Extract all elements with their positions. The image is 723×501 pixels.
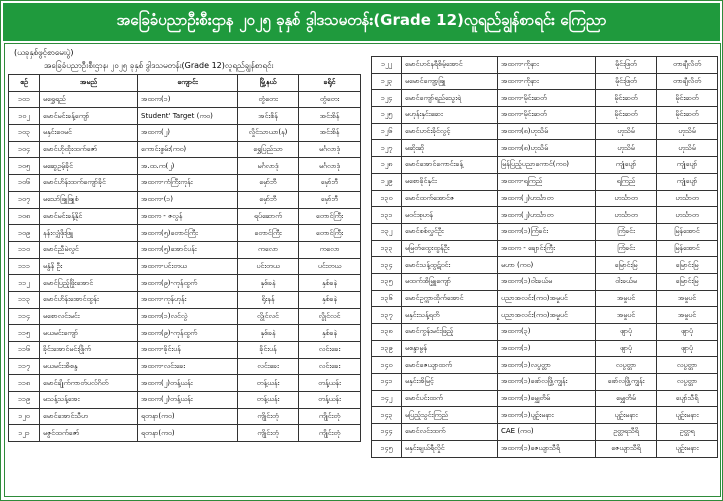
district-cell: ဟင်္သာတ (657, 190, 718, 207)
township-cell: မိုင်းဆတ် (596, 107, 657, 124)
table-row (372, 157, 718, 174)
student-name-cell: မစောခိုင်နှင်း (402, 173, 498, 190)
township-cell: တန့်ယန်း (238, 375, 299, 392)
column-header-no: စဉ် (9, 75, 40, 92)
district-cell: ဟုသိမ် (657, 123, 718, 140)
student-name-cell: မထက်အိမြှူကျော် (402, 273, 498, 290)
district-cell: ပင်းတယ (299, 258, 361, 275)
township-cell: ကြံခင်း (596, 223, 657, 240)
township-cell: ပျဉ်းမနား (596, 407, 657, 424)
content-border (4, 43, 721, 497)
school-cell: Student' Target (ကဝ) (138, 108, 238, 125)
district-cell: အင်းစိန် (299, 108, 361, 125)
student-name-cell: မသန့်သန့်အေး (40, 392, 138, 409)
township-cell: ဇေယျာသီရိ (596, 440, 657, 457)
district-cell: ကျုံပျော် (657, 173, 718, 190)
township-cell: ရကြည် (596, 173, 657, 190)
table-row (9, 408, 361, 425)
row-number-cell: ၁၃၉ (372, 340, 402, 357)
table-row (372, 357, 718, 374)
student-name-cell: ခိုင်းအောင်မင်းဖြိုက် (40, 342, 138, 359)
column-header-name: အမည် (40, 75, 138, 92)
school-cell: အထက(၁)ဖော်လဖြို့ကျွန်း (498, 374, 596, 391)
student-name-cell: မဆွေဥမ့်ခိုင် (40, 158, 138, 175)
student-name-cell: မနှင်းသန့်ရတိ (402, 307, 498, 324)
school-cell: အထက(၃) (498, 324, 596, 341)
school-cell: မြန်ပြည့်ပညာကောင်(ကဝ) (498, 157, 596, 174)
table-row (9, 275, 361, 292)
table-row (372, 123, 718, 140)
township-cell: ကျိုင်းတုံ (238, 425, 299, 442)
row-number-cell: ၁၄၁ (372, 374, 402, 391)
school-cell: အထက(၁)မျွှေတိမ် (498, 390, 596, 407)
school-cell: ရတနာ(ကဝ) (138, 425, 238, 442)
school-cell: အထက(၁) (138, 91, 238, 108)
row-number-cell: ၁၂၉ (372, 173, 402, 190)
school-cell: အထက(၁) (498, 340, 596, 357)
row-number-cell: ၁၃၇ (372, 307, 402, 324)
township-cell: လွိုင်လင် (238, 308, 299, 325)
table-row (9, 342, 361, 359)
student-name-cell: မောင်လင်းထက် (402, 424, 498, 441)
district-cell: ကျုံပျော် (657, 157, 718, 174)
row-number-cell: ၁၃၈ (372, 324, 402, 341)
row-number-cell: ၁၀၄ (9, 141, 40, 158)
township-cell: တောင်ကြီး (238, 225, 299, 242)
student-name-cell: မောင်ဇေယျာထက် (402, 357, 498, 374)
district-cell: မှော်ဘီ (299, 175, 361, 192)
row-number-cell: ၁၂၃ (372, 73, 402, 90)
row-number-cell: ၁၁၁ (9, 258, 40, 275)
student-name-cell: မောင်ကျော်ရည်သွေးရဲ (402, 90, 498, 107)
row-number-cell: ၁၄၀ (372, 357, 402, 374)
table-row (372, 290, 718, 307)
student-name-cell: မနွံနိ ဦး (40, 258, 138, 275)
school-cell: အထက(၅)တောင်ကြီး (138, 225, 238, 242)
township-cell: ဖျာပုံ (596, 324, 657, 341)
district-cell: မင်္ဂလာဒုံ (299, 158, 361, 175)
township-cell: ခိုင်းပန် (238, 342, 299, 359)
student-name-cell: မောင်ဟိန်းအောင်ထွန်း (40, 291, 138, 308)
table-header-row (9, 75, 361, 92)
student-name-cell: မပြည့်သွင်းကြည် (402, 407, 498, 424)
student-name-cell: မယမင်းအိစန္ဒ (40, 358, 138, 375)
student-name-cell: မောင်မင်းခန့်ကျော် (40, 108, 138, 125)
school-cell: အထက-လင်းခေး (138, 358, 238, 375)
table-row (372, 140, 718, 157)
table-row (9, 358, 361, 375)
district-cell: ဖျာပုံ (657, 324, 718, 341)
student-name-cell: မောင်ဟင်းခိုင်လွင့် (402, 123, 498, 140)
student-name-cell: မရွှေရည် (40, 91, 138, 108)
student-name-cell: မောင်ဟိုထိုးထက်ဇော် (40, 141, 138, 158)
school-cell: ပညာအလင်း(ကဝ)အမှုပင် (498, 290, 596, 307)
table-row (9, 125, 361, 142)
school-cell: အ.ထ.က(၂) (138, 158, 238, 175)
school-cell: အထက(၁)ဇေယျာသီရိ (498, 440, 596, 457)
school-cell: အထက(၁)လင်လွဲ (138, 308, 238, 325)
school-cell: အထက-မိုင်းဆတ် (498, 107, 596, 124)
township-cell: နှစ်ခနဲ (238, 275, 299, 292)
township-cell: အမှုပင် (596, 290, 657, 307)
list-subtitle: အခြေခံပညာဦးစီးဌာန၊ ၂၀၂၅ ခုနှစ် ဒွါဒသမတန်း(Grade 12)လူရည်ချွန်စာရင်း (44, 61, 274, 70)
row-number-cell: ၁၂၀ (9, 408, 40, 425)
township-cell: နှစ်ခနဲ (238, 325, 299, 342)
table-row (9, 108, 361, 125)
table-row (9, 375, 361, 392)
district-cell: တောင်ကြီး (299, 225, 361, 242)
row-number-cell: ၁၁၅ (9, 325, 40, 342)
township-cell: လပွတ္တာ (596, 357, 657, 374)
school-cell: အထက(၈)ဟုသိမ် (498, 140, 596, 157)
row-number-cell: ၁၂၂ (372, 57, 402, 74)
school-cell: အထက-ရကြည် (498, 173, 596, 190)
table-row (9, 191, 361, 208)
township-cell: မိုင်းဖြတ် (596, 57, 657, 74)
row-number-cell: ၁၃၂ (372, 223, 402, 240)
table-row (372, 407, 718, 424)
row-number-cell: ၁၁၉ (9, 392, 40, 409)
student-name-cell: နန်းလျှံဖိုးဖြူ (40, 225, 138, 242)
table-row (9, 225, 361, 242)
school-cell: အထက(၅)အောင်ပန်း (138, 241, 238, 258)
school-cell: အထက-(၁) (138, 191, 238, 208)
right-results-table (371, 56, 718, 458)
table-row (372, 57, 718, 74)
student-name-cell: မောင်ပင်းထက် (402, 390, 498, 407)
school-cell: ကောင်းစွမ်း(ကဝ) (138, 141, 238, 158)
township-cell: မိုင်းဖြတ် (596, 73, 657, 90)
district-cell: နှစ်ခနဲ (299, 291, 361, 308)
district-cell: တာချီလိတ် (657, 73, 718, 90)
table-row (372, 324, 718, 341)
district-cell: လင်းခေး (299, 358, 361, 375)
school-cell: အထက - ချောင်းကြီး (498, 240, 596, 257)
township-cell: ဟင်္သာတ (596, 190, 657, 207)
table-row (372, 273, 718, 290)
table-row (9, 175, 361, 192)
page-title: အခြေခံပညာဦးစီးဌာန ၂၀၂၅ ခုနှစ် ဒွါဒသမတန်း(Grade 12)လူရည်ချွန်စာရင်း ကြေညာ (3, 3, 720, 41)
district-cell: မြောင်းမြ (657, 273, 718, 290)
school-cell: အထက-ခိုင်းပန် (138, 342, 238, 359)
row-number-cell: ၁၂၁ (9, 425, 40, 442)
student-name-cell: မောင်ညီမဲလွင် (40, 241, 138, 258)
table-row (372, 257, 718, 274)
student-name-cell: မောင်အောင်ကောင်းခန့် (402, 157, 498, 174)
township-cell: ရွှေပြည်သာ (238, 141, 299, 158)
row-number-cell: ၁၀၅ (9, 158, 40, 175)
township-cell: ရိုးနန် (238, 291, 299, 308)
table-row (372, 73, 718, 90)
student-name-cell: မနှင်းချယ်ရီလှိုင် (402, 440, 498, 457)
district-cell: တွံတေး (299, 91, 361, 108)
township-cell: ကြံခင်း (596, 240, 657, 257)
student-name-cell: မောင်ထက်အောင်ဇ (402, 190, 498, 207)
student-name-cell: မယမင်းကျော် (40, 325, 138, 342)
district-cell: ဟုသိမ် (657, 140, 718, 157)
district-cell: တောင်ကြီး (299, 208, 361, 225)
table-row (372, 173, 718, 190)
district-cell: ကျိုင်းတုံ (299, 408, 361, 425)
district-cell: လပွတ္တာ (657, 357, 718, 374)
row-number-cell: ၁၂၄ (372, 90, 402, 107)
district-cell: မြန်အောင် (657, 223, 718, 240)
student-name-cell: မောင်ချိုက်ကာတ်ပလ်ဂိတ် (40, 375, 138, 392)
district-cell: မှော်ဘီ (299, 191, 361, 208)
student-name-cell: မသော်ဖြူဖြူစံ (40, 191, 138, 208)
table-row (9, 208, 361, 225)
row-number-cell: ၁၂၅ (372, 107, 402, 124)
township-cell: ကျုံပျော် (596, 157, 657, 174)
township-cell: မြောင်းမြ (596, 257, 657, 274)
school-cell: ရတနာ(ကဝ) (138, 408, 238, 425)
township-cell: အမှုပင် (596, 307, 657, 324)
row-number-cell: ၁၀၁ (9, 91, 40, 108)
township-cell: အင်းစိန် (238, 108, 299, 125)
district-cell: ပျဉ်းမနား (657, 440, 718, 457)
district-cell: မိုင်းဆတ် (657, 107, 718, 124)
township-cell: မျွှေတိမ် (596, 390, 657, 407)
table-row (372, 390, 718, 407)
school-cell: အထက(၉)-ကုန်ထွက် (138, 275, 238, 292)
student-name-cell: မဆိုးဆို (402, 140, 498, 157)
district-cell: မြန်အောင် (657, 240, 718, 257)
column-header-school: ကျောင်း (138, 75, 238, 92)
student-name-cell: မောင်သန့်ထွဋ်ဝင်း (402, 257, 498, 274)
row-number-cell: ၁၄၅ (372, 440, 402, 457)
district-cell: လွိုင်လင် (299, 308, 361, 325)
township-cell: မှော်ဘီ (238, 175, 299, 192)
student-name-cell: မောင်အောင်သီဟ (40, 408, 138, 425)
row-number-cell: ၁၀၈ (9, 208, 40, 225)
district-cell: ဟင်္သာတ (657, 207, 718, 224)
row-number-cell: ၁၁၄ (9, 308, 40, 325)
table-row (9, 91, 361, 108)
row-number-cell: ၁၀၉ (9, 225, 40, 242)
table-row (9, 258, 361, 275)
student-name-cell: မောင်ကွန်းမင်းဖြည့် (402, 324, 498, 341)
student-name-cell: မောင်ဟိန်းထက်ကျော်ခိုင် (40, 175, 138, 192)
school-cell: အထက(၁)လပွတ္တာ (498, 357, 596, 374)
school-cell: အထက(၂)ဟင်္သာတ (498, 190, 596, 207)
student-name-cell: မောင်ပြည့်ဖြိုးအောင် (40, 275, 138, 292)
district-cell: ပျဉ်းမနား (657, 407, 718, 424)
township-cell: ဟင်္သာတ (596, 207, 657, 224)
table-row (372, 107, 718, 124)
table-row (9, 325, 361, 342)
table-row (372, 223, 718, 240)
student-name-cell: မောင်ဟင်နရီစိမ့်အောင် (402, 57, 498, 74)
row-number-cell: ၁၀၃ (9, 125, 40, 142)
township-cell: ပင်းတယ (238, 258, 299, 275)
table-row (372, 340, 718, 357)
row-number-cell: ၁၁၇ (9, 358, 40, 375)
district-cell: မိုင်းဆတ် (657, 90, 718, 107)
school-cell: အထက-ကံကြီးကုန်း (138, 175, 238, 192)
school-cell: အထက(၈)ဟုသိမ် (498, 123, 596, 140)
district-cell: မြောင်းမြ (657, 257, 718, 274)
left-results-table (8, 74, 361, 442)
student-name-cell: မနှင်းအိမြင့် (402, 374, 498, 391)
township-cell: တန့်ယန်း (238, 392, 299, 409)
school-cell: အထက-ပင်းတယ (138, 258, 238, 275)
table-row (372, 207, 718, 224)
township-cell: ဟုသိမ် (596, 140, 657, 157)
school-cell: အထက(၂)ဟင်္သာတ (498, 207, 596, 224)
school-cell: အထက-ကိုနား (498, 73, 596, 90)
township-cell: လှိုင်သာယာ(န) (238, 125, 299, 142)
student-name-cell: မောင်ဥက္ကာထိုက်အောင် (402, 290, 498, 307)
district-cell: အင်းစိန် (299, 125, 361, 142)
table-row (9, 425, 361, 442)
school-cell: အထက(၂)တန့်ယန်း (138, 392, 238, 409)
district-cell: အမှုပင် (657, 307, 718, 324)
district-cell: မင်္ဂလာဒုံ (299, 141, 361, 158)
row-number-cell: ၁၁၈ (9, 375, 40, 392)
table-row (372, 190, 718, 207)
township-cell: မှော်ဘီ (238, 191, 299, 208)
table-row (372, 424, 718, 441)
row-number-cell: ၁၁၂ (9, 275, 40, 292)
table-row (372, 307, 718, 324)
column-header-township: မြို့နယ် (238, 75, 299, 92)
district-cell: တန့်ယန်း (299, 392, 361, 409)
district-cell: ဥတ္တရ (657, 424, 718, 441)
table-row (9, 308, 361, 325)
student-name-cell: မစောလင်းမင်း (40, 308, 138, 325)
district-cell: အမှုပင် (657, 290, 718, 307)
school-cell: ပညာအလင်း(ကဝ)အမှုပင် (498, 307, 596, 324)
table-row (9, 241, 361, 258)
row-number-cell: ၁၃၃ (372, 240, 402, 257)
student-name-cell: မမောင်ကျော့ဖြူ (402, 73, 498, 90)
row-number-cell: ၁၃၀ (372, 190, 402, 207)
district-cell: တာချီလိတ် (657, 57, 718, 74)
student-name-cell: မမြတ်ထွေးထွန်ဦး (402, 240, 498, 257)
district-cell: လပွတ္တာ (657, 374, 718, 391)
column-header-district: ခရိုင် (299, 75, 361, 92)
student-name-cell: မဝင်းစုဟန် (402, 207, 498, 224)
table-row (372, 440, 718, 457)
table-row (9, 392, 361, 409)
row-number-cell: ၁၃၄ (372, 257, 402, 274)
district-cell: ကလော (299, 241, 361, 258)
table-row (9, 141, 361, 158)
district-cell: လင်းခေး (299, 342, 361, 359)
student-name-cell: မနှင်းဝေမင် (40, 125, 138, 142)
row-number-cell: ၁၀၂ (9, 108, 40, 125)
school-cell: အထက-ကိုနား (498, 57, 596, 74)
row-number-cell: ၁၃၅ (372, 273, 402, 290)
township-cell: ဖျာပုံ (596, 340, 657, 357)
row-number-cell: ၁၁၆ (9, 342, 40, 359)
student-name-cell: မစန္ဒာမွန် (402, 340, 498, 357)
township-cell: ကျိုင်းတုံ (238, 408, 299, 425)
student-name-cell: မဇွင်ထက်ဇော် (40, 425, 138, 442)
school-cell: အထက(၁)ပျဉ်းမနား (498, 407, 596, 424)
row-number-cell: ၁၂၇ (372, 140, 402, 157)
district-cell: တန့်ယန်း (299, 375, 361, 392)
school-cell: အထက(၂)တန့်ယန်း (138, 375, 238, 392)
row-number-cell: ၁၄၂ (372, 390, 402, 407)
row-number-cell: ၁၀၆ (9, 175, 40, 192)
district-cell: ပျော်သီရိ (657, 390, 718, 407)
table-row (9, 291, 361, 308)
school-cell: အထက(၉)-ကုန်ထွက် (138, 325, 238, 342)
district-cell: ဖျာပုံ (657, 340, 718, 357)
school-cell: အထက - ဇလွန် (138, 208, 238, 225)
table-row (372, 374, 718, 391)
row-number-cell: ၁၄၃ (372, 407, 402, 424)
row-number-cell: ၁၄၄ (372, 424, 402, 441)
district-cell: ကျိုင်းတုံ (299, 425, 361, 442)
township-cell: ဝါးခယ်မ (596, 273, 657, 290)
township-cell: ဖော်လဖြို့ကျွန်း (596, 374, 657, 391)
district-cell: နှစ်ခနဲ (299, 275, 361, 292)
township-cell: တွံတေး (238, 91, 299, 108)
township-cell: ရပ်ဆောက် (238, 208, 299, 225)
school-cell: အထက-ကုန်ဟုန်း (138, 291, 238, 308)
table-row (372, 240, 718, 257)
row-number-cell: ၁၃၆ (372, 290, 402, 307)
school-cell: အထက(၁)ဝါးခယ်မ (498, 273, 596, 290)
township-cell: ကလော (238, 241, 299, 258)
row-number-cell: ၁၁၃ (9, 291, 40, 308)
row-number-cell: ၁၃၁ (372, 207, 402, 224)
district-cell: နှစ်ခနဲ (299, 325, 361, 342)
school-cell: မဟာ (ကဝ) (498, 257, 596, 274)
table-row (372, 90, 718, 107)
school-cell: အထက-မိုင်းဆတ် (498, 90, 596, 107)
student-name-cell: မဟုန်းနှင်းဆေး (402, 107, 498, 124)
student-name-cell: မောင်စစ်လွှင်ဦး (402, 223, 498, 240)
row-number-cell: ၁၂၆ (372, 123, 402, 140)
row-number-cell: ၁၂၈ (372, 157, 402, 174)
township-cell: မိုင်းဆတ် (596, 90, 657, 107)
table-row (9, 158, 361, 175)
school-cell: CAE (ကဝ) (498, 424, 596, 441)
township-cell: လင်းခေး (238, 358, 299, 375)
school-cell: အထက(၂) (138, 125, 238, 142)
row-number-cell: ၁၀၇ (9, 191, 40, 208)
exam-note: (ယခုနှစ်ဖွင့်စာမေးပွဲ) (14, 48, 74, 57)
school-cell: အထက(၁)ကြံခင်း (498, 223, 596, 240)
row-number-cell: ၁၁၀ (9, 241, 40, 258)
student-name-cell: မောင်မင်းခန့်နိုင် (40, 208, 138, 225)
township-cell: မင်္ဂလာဒုံ (238, 158, 299, 175)
township-cell: ဥတ္တရသီရိ (596, 424, 657, 441)
township-cell: ဟုသိမ် (596, 123, 657, 140)
